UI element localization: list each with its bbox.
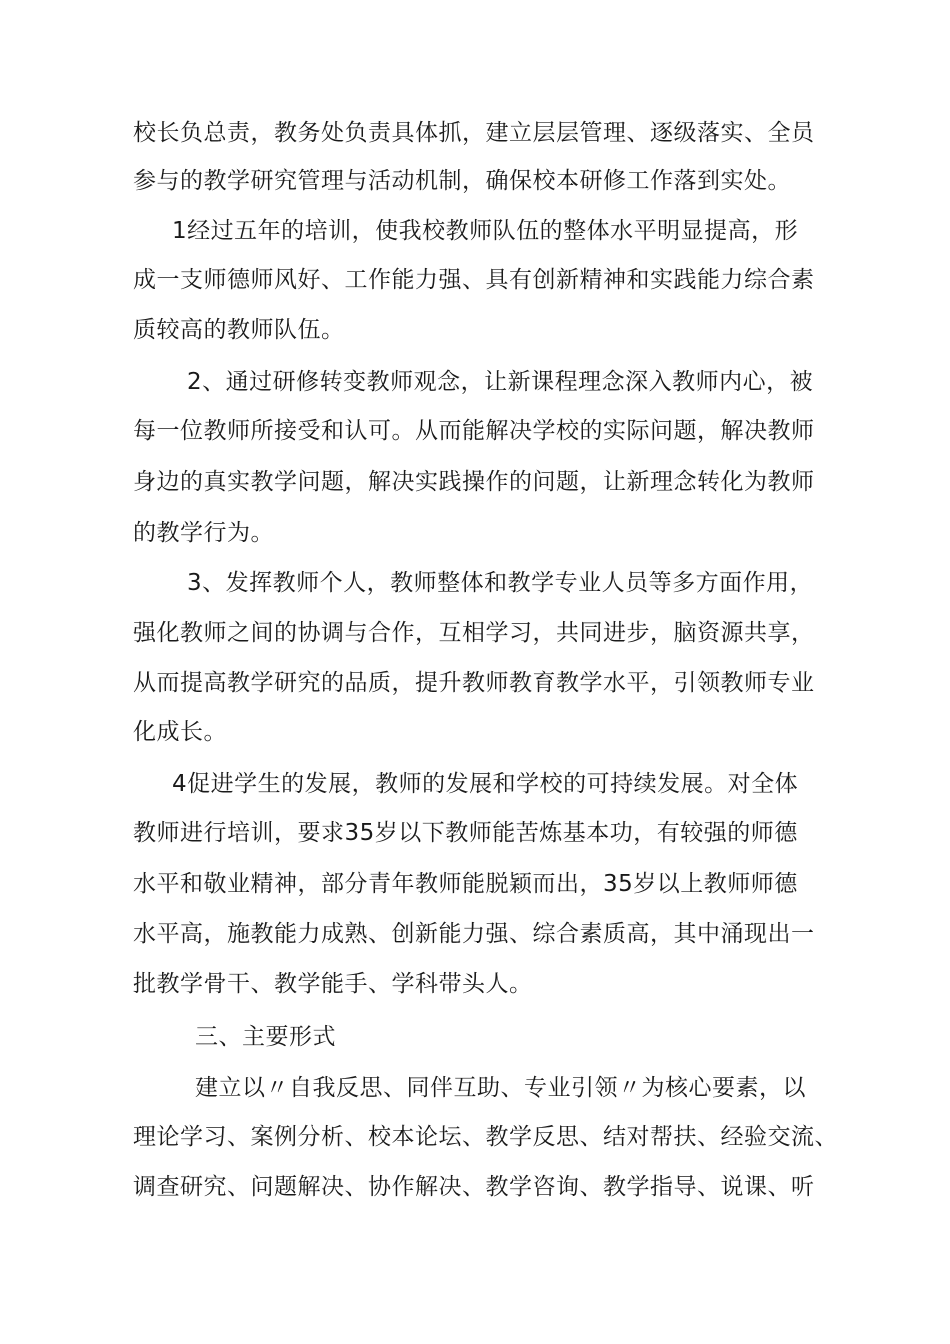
text-line: 每一位教师所接受和认可。从而能解决学校的实际问题，解决教师	[133, 418, 815, 444]
text-line: 强化教师之间的协调与合作，互相学习，共同进步，脑资源共享，	[133, 620, 815, 646]
text-line: 参与的教学研究管理与活动机制，确保校本研修工作落到实处。	[133, 168, 791, 194]
text-line: 的教学行为。	[133, 520, 274, 546]
text-line: 水平和敬业精神，部分青年教师能脱颖而出，35岁以上教师师德	[133, 871, 798, 897]
text-line: 1经过五年的培训，使我校教师队伍的整体水平明显提高，形	[172, 218, 799, 244]
text-line: 质较高的教师队伍。	[133, 317, 345, 343]
text-line: 化成长。	[133, 719, 227, 745]
text-line: 成一支师德师风好、工作能力强、具有创新精神和实践能力综合素	[133, 267, 815, 293]
text-line: 理论学习、案例分析、校本论坛、教学反思、结对帮扶、经验交流、	[133, 1124, 838, 1150]
section-heading: 三、主要形式	[195, 1024, 336, 1050]
text-line: 教师进行培训，要求35岁以下教师能苦炼基本功，有较强的师德	[133, 820, 798, 846]
text-line: 批教学骨干、教学能手、学科带头人。	[133, 971, 533, 997]
text-line: 身边的真实教学问题，解决实践操作的问题，让新理念转化为教师	[133, 469, 815, 495]
text-line: 建立以〃自我反思、同伴互助、专业引领〃为核心要素，以	[195, 1075, 806, 1101]
text-line: 从而提高教学研究的品质，提升教师教育教学水平，引领教师专业	[133, 670, 815, 696]
text-line: 2、通过研修转变教师观念，让新课程理念深入教师内心，被	[187, 369, 814, 395]
text-line: 水平高，施教能力成熟、创新能力强、综合素质高，其中涌现出一	[133, 921, 815, 947]
text-line: 3、发挥教师个人，教师整体和教学专业人员等多方面作用，	[187, 570, 814, 596]
text-line: 4促进学生的发展，教师的发展和学校的可持续发展。对全体	[172, 771, 799, 797]
text-line: 校长负总责，教务处负责具体抓，建立层层管理、逐级落实、全员	[133, 120, 815, 146]
text-line: 调查研究、问题解决、协作解决、教学咨询、教学指导、说课、听	[133, 1174, 815, 1200]
